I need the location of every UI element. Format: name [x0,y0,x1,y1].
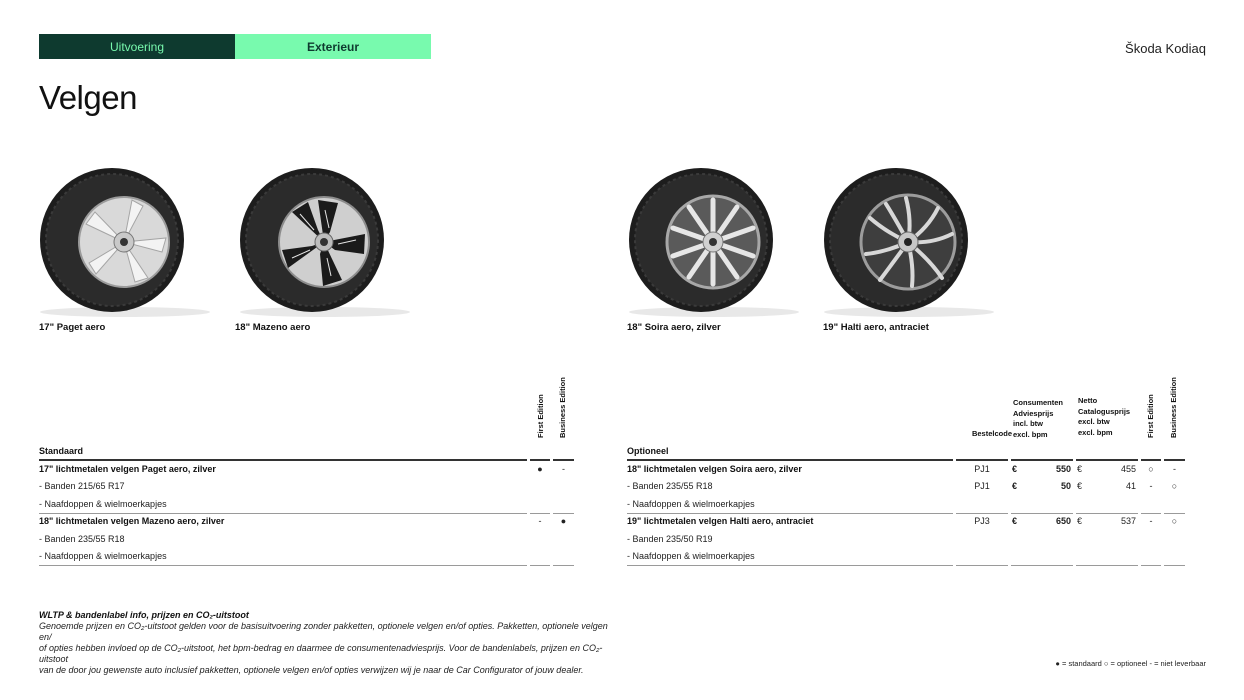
optioneel-col-business-edition: Business Edition [1169,377,1178,438]
table-row: - Naafdoppen & wielmoerkapjes [39,499,167,509]
currency-cell: € [1077,481,1083,491]
currency-cell: € [1012,464,1018,474]
standaard-header: Standaard [39,446,84,456]
table-row: 19" lichtmetalen velgen Halti aero, antraciet [627,516,814,526]
standaard-cell: ● [537,464,543,474]
table-row: - Naafdoppen & wielmoerkapjes [627,499,755,509]
standaard-col-business-edition: Business Edition [558,377,567,438]
optioneel-cell: - [1149,481,1153,491]
wheel-label-soira: 18" Soira aero, zilver [627,322,721,333]
table-row: 17" lichtmetalen velgen Paget aero, zilver [39,464,216,474]
optioneel-cell: ○ [1148,464,1154,474]
optioneel-cell: - [1173,464,1176,474]
netto-cell: 41 [1125,481,1136,491]
price-cell: 50 [1060,481,1071,491]
wltp-footnote [39,610,619,676]
wheel-label-paget: 17" Paget aero [39,322,106,333]
currency-cell: € [1077,464,1083,474]
optioneel-cell: ○ [1171,481,1178,491]
table-row: - Naafdoppen & wielmoerkapjes [39,551,167,561]
standaard-table [39,370,574,570]
wheel-label-halti: 19" Halti aero, antraciet [823,322,929,333]
bestelcode-cell: PJ1 [974,464,990,474]
table-row: - Banden 235/55 R18 [627,481,713,491]
wheel-label-mazeno: 18" Mazeno aero [235,322,311,333]
tab-exterieur[interactable]: Exterieur [235,34,431,59]
price-cell: 650 [1055,516,1071,526]
table-row: - Naafdoppen & wielmoerkapjes [627,551,755,561]
table-row: - Banden 215/65 R17 [39,481,125,491]
standaard-cell: - [562,464,565,474]
currency-cell: € [1077,516,1083,526]
standaard-cell: ● [560,516,567,526]
col-consumentenprijs: Consumenten Adviesprijs incl. btw excl. bpm [1013,398,1064,439]
table-row: 18" lichtmetalen velgen Soira aero, zilver [627,464,802,474]
footnote-line: Genoemde prijzen en CO₂-uitstoot gelden voor de basisuitvoering zonder pakketten, optionele velgen en/of opties. Pakketten, optionele velgen en/ [39,621,608,642]
optioneel-col-first-edition: First Edition [1146,394,1155,438]
wheel-image-mazeno [230,166,410,321]
tab-bar [39,34,431,59]
footnote-title: WLTP & bandenlabel info, prijzen en CO₂-uitstoot [39,610,249,620]
netto-cell: 455 [1120,464,1136,474]
footnote-line: of opties hebben invloed op de CO₂-uitstoot, het bpm-bedrag en daarmee de consumentenadviesprijs. Voor de bandenlabels, prijzen en CO₂-uitstoot [39,643,603,664]
currency-cell: € [1012,516,1018,526]
wheel-image-paget [30,166,210,321]
bestelcode-cell: PJ1 [974,481,990,491]
wheel-image-soira [619,166,799,321]
page-title: Velgen [39,79,137,116]
optioneel-header: Optioneel [627,446,669,456]
optioneel-cell: - [1149,516,1153,526]
table-row: - Banden 235/55 R18 [39,534,125,544]
brand-name: Škoda Kodiaq [1125,41,1206,56]
col-netto-catalogusprijs: Netto Catalogusprijs excl. btw excl. bpm [1078,396,1131,437]
symbol-legend: ● = standaard ○ = optioneel - = niet leverbaar [1055,659,1206,668]
netto-cell: 537 [1120,516,1136,526]
table-row: 18" lichtmetalen velgen Mazeno aero, zilver [39,516,225,526]
table-row: - Banden 235/50 R19 [627,534,713,544]
bestelcode-cell: PJ3 [974,516,990,526]
standaard-cell: - [538,516,542,526]
optioneel-table [627,370,1187,570]
tab-uitvoering[interactable]: Uitvoering [39,34,235,59]
standaard-col-first-edition: First Edition [536,394,545,438]
wheel-image-halti [814,166,994,321]
price-cell: 550 [1055,464,1071,474]
col-bestelcode: Bestelcode [971,429,1012,438]
currency-cell: € [1012,481,1018,491]
footnote-line: van de door jou gewenste auto inclusief pakketten, optionele velgen en/of opties verwijzen wij je naar de Car Configurator of jouw dealer. [39,665,584,675]
optioneel-cell: ○ [1171,516,1178,526]
